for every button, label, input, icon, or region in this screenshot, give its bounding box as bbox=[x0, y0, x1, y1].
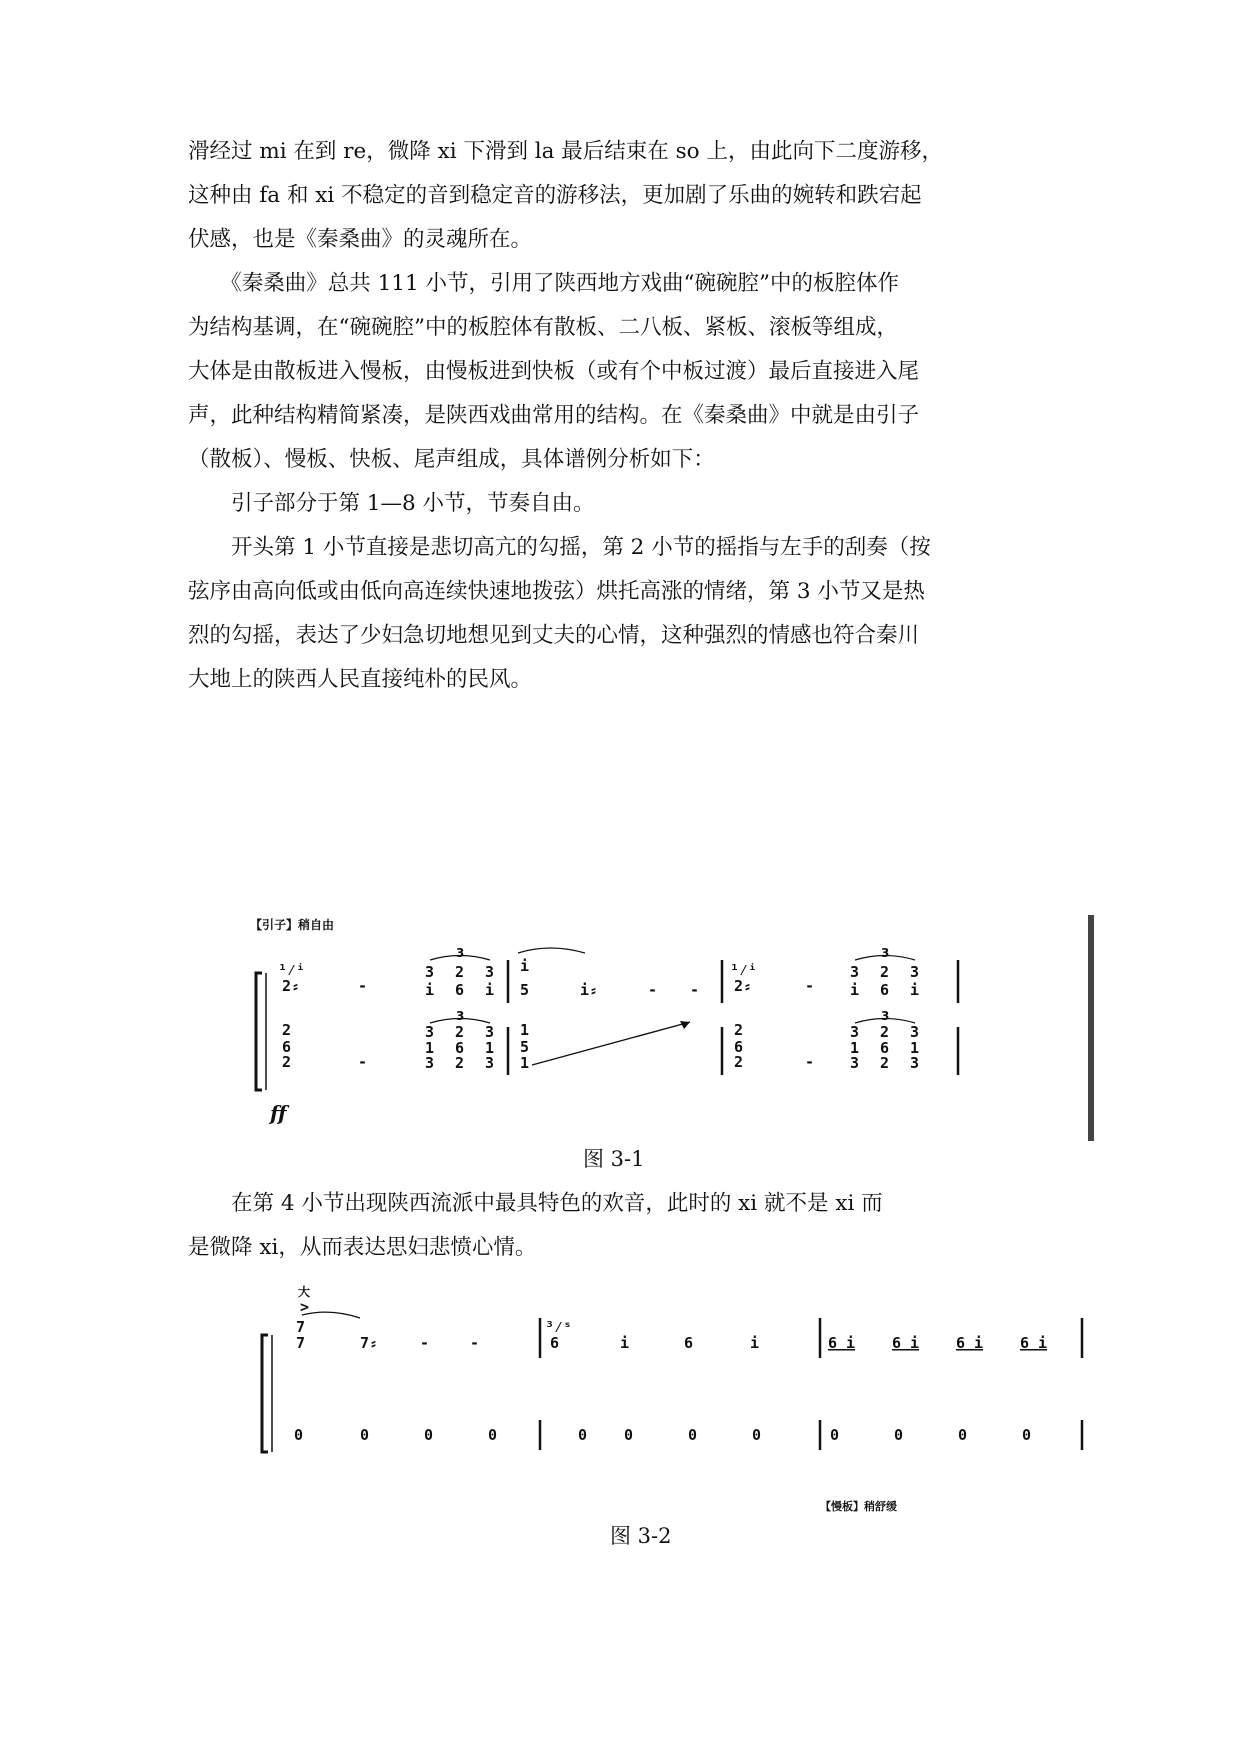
text-line: 大地上的陕西人民直接纯朴的民风。 bbox=[188, 667, 533, 692]
note: 3 bbox=[910, 1023, 920, 1041]
note: 2⸗ bbox=[282, 977, 301, 995]
note: 0 bbox=[830, 1426, 840, 1444]
triplet-number: 3 bbox=[881, 946, 890, 960]
system-bracket bbox=[262, 1335, 268, 1452]
note: 6 bbox=[684, 1334, 694, 1352]
note: - bbox=[805, 1053, 815, 1071]
note: 7⸗ bbox=[360, 1334, 379, 1352]
paragraph-5 bbox=[188, 1182, 1068, 1270]
note: 3 bbox=[485, 1023, 495, 1041]
note: 2 bbox=[880, 1023, 890, 1041]
text-line: 伏感，也是《秦桑曲》的灵魂所在。 bbox=[188, 227, 533, 252]
note: - bbox=[690, 981, 700, 999]
note: 3 bbox=[425, 963, 435, 981]
note: - bbox=[358, 1053, 368, 1071]
text-line: 是微降 xi，从而表达思妇悲愤心情。 bbox=[188, 1235, 537, 1260]
note: 6 bbox=[455, 981, 465, 999]
text-line: 大体是由散板进入慢板，由慢板进到快板（或有个中板过渡）最后直接进入尾 bbox=[188, 359, 920, 384]
triplet-number: 3 bbox=[456, 946, 465, 960]
note: - bbox=[420, 1334, 430, 1352]
note: i bbox=[520, 957, 530, 975]
note: i bbox=[620, 1334, 630, 1352]
score-figure-1 bbox=[240, 915, 1120, 1155]
text-line: 滑经过 mi 在到 re，微降 xi 下滑到 la 最后结束在 so 上，由此向下二度游移， bbox=[188, 139, 943, 164]
note: 1 bbox=[520, 1054, 530, 1072]
note: - bbox=[470, 1334, 480, 1352]
note: 2 bbox=[734, 1053, 744, 1071]
note: 2⸗ bbox=[734, 977, 753, 995]
paragraph-2 bbox=[188, 262, 1048, 482]
note: 5 bbox=[520, 1038, 530, 1056]
text-line: 为结构基调，在“碗碗腔”中的板腔体有散板、二八板、紧板、滚板等组成， bbox=[188, 315, 898, 340]
note: 0 bbox=[752, 1426, 762, 1444]
note: 1 bbox=[910, 1039, 920, 1057]
accent-symbol: > bbox=[300, 1298, 310, 1316]
note: 0 bbox=[360, 1426, 370, 1444]
note: 0 bbox=[688, 1426, 698, 1444]
text-line: 《秦桑曲》总共 111 小节，引用了陕西地方戏曲“碗碗腔”中的板腔体作 bbox=[188, 271, 899, 296]
note: 3 bbox=[910, 963, 920, 981]
note: 6 bbox=[282, 1038, 292, 1056]
note: 3 bbox=[485, 963, 495, 981]
note: 7 bbox=[296, 1334, 306, 1352]
section-label: 【慢板】稍舒缓 bbox=[820, 1500, 897, 1513]
text-line: 烈的勾摇，表达了少妇急切地想见到丈夫的心情，这种强烈的情感也符合秦川 bbox=[188, 623, 920, 648]
note: i bbox=[425, 981, 435, 999]
note: 3 bbox=[850, 1054, 860, 1072]
note: - bbox=[648, 981, 658, 999]
note: 3 bbox=[850, 1023, 860, 1041]
note: 1 bbox=[485, 1039, 495, 1057]
dynamic-marking: ff bbox=[270, 1101, 287, 1125]
paragraph-4 bbox=[188, 526, 1048, 702]
note: 0 bbox=[488, 1426, 498, 1444]
note: 2 bbox=[734, 1021, 744, 1039]
text-line: 弦序由高向低或由低向高连续快速地拨弦）烘托高涨的情绪，第 3 小节又是热 bbox=[188, 579, 925, 604]
note: 6 bbox=[734, 1038, 744, 1056]
note: 6 i bbox=[1020, 1334, 1048, 1352]
note: 3 bbox=[425, 1054, 435, 1072]
note: 6 bbox=[880, 981, 890, 999]
tie bbox=[518, 948, 585, 953]
page-edge-rule bbox=[1088, 915, 1094, 1141]
note: 6 bbox=[550, 1334, 560, 1352]
note: 2 bbox=[282, 1053, 292, 1071]
text-line: （散板）、慢板、快板、尾声组成，具体谱例分析如下： bbox=[188, 447, 715, 472]
figure-caption-2: 图 3-2 bbox=[610, 1524, 672, 1548]
notation-mark: ¹⁄ⁱ bbox=[730, 961, 758, 979]
note: 2 bbox=[880, 963, 890, 981]
note: 0 bbox=[1022, 1426, 1032, 1444]
note: 7 bbox=[296, 1318, 306, 1336]
note: 6 i bbox=[828, 1334, 856, 1352]
notation-mark: ¹⁄ⁱ bbox=[278, 961, 306, 979]
note: 3 bbox=[485, 1054, 495, 1072]
note: i⸗ bbox=[580, 981, 599, 999]
text-line: 开头第 1 小节直接是悲切高亢的勾摇，第 2 小节的摇指与左手的刮奏（按 bbox=[188, 535, 931, 560]
note: 5 bbox=[520, 981, 530, 999]
note: i bbox=[850, 981, 860, 999]
note: 3 bbox=[425, 1023, 435, 1041]
note: 0 bbox=[294, 1426, 304, 1444]
note: - bbox=[805, 977, 815, 995]
note: 1 bbox=[520, 1021, 530, 1039]
note: 2 bbox=[282, 1021, 292, 1039]
note: 6 i bbox=[956, 1334, 984, 1352]
note: 2 bbox=[880, 1054, 890, 1072]
note: - bbox=[358, 977, 368, 995]
note: 3 bbox=[910, 1054, 920, 1072]
note: 0 bbox=[958, 1426, 968, 1444]
note: 6 bbox=[455, 1039, 465, 1057]
figure-caption-1: 图 3-1 bbox=[583, 1147, 645, 1171]
paragraph-1 bbox=[188, 130, 1048, 262]
note: 0 bbox=[894, 1426, 904, 1444]
glissando-line bbox=[532, 1022, 690, 1065]
note: 2 bbox=[455, 1023, 465, 1041]
note: 0 bbox=[578, 1426, 588, 1444]
paragraph-3 bbox=[188, 482, 1048, 526]
note: i bbox=[910, 981, 920, 999]
tie bbox=[302, 1312, 360, 1318]
text-line: 在第 4 小节出现陕西流派中最具特色的欢音，此时的 xi 就不是 xi 而 bbox=[188, 1191, 883, 1216]
score-figure-2 bbox=[240, 1280, 1120, 1520]
note: 0 bbox=[424, 1426, 434, 1444]
note: 1 bbox=[425, 1039, 435, 1057]
note: i bbox=[485, 981, 495, 999]
note: 3 bbox=[850, 963, 860, 981]
triplet-number: 3 bbox=[456, 1009, 465, 1023]
system-bracket bbox=[256, 973, 262, 1090]
note: 2 bbox=[455, 1054, 465, 1072]
text-line: 这种由 fa 和 xi 不稳定的音到稳定音的游移法，更加剧了乐曲的婉转和跌宕起 bbox=[188, 183, 922, 208]
accent-mark: 大 bbox=[298, 1285, 311, 1299]
note: 6 bbox=[880, 1039, 890, 1057]
text-line: 声，此种结构精简紧凑，是陕西戏曲常用的结构。在《秦桑曲》中就是由引子 bbox=[188, 403, 920, 428]
section-label: 【引子】稍自由 bbox=[250, 918, 335, 932]
text-line: 引子部分于第 1—8 小节，节奏自由。 bbox=[188, 491, 595, 516]
note: 2 bbox=[455, 963, 465, 981]
notation-mark: ³⁄ˢ bbox=[545, 1318, 573, 1336]
note: 6 i bbox=[892, 1334, 920, 1352]
note: 1 bbox=[850, 1039, 860, 1057]
note: i bbox=[750, 1334, 760, 1352]
triplet-number: 3 bbox=[881, 1009, 890, 1023]
note: 0 bbox=[624, 1426, 634, 1444]
